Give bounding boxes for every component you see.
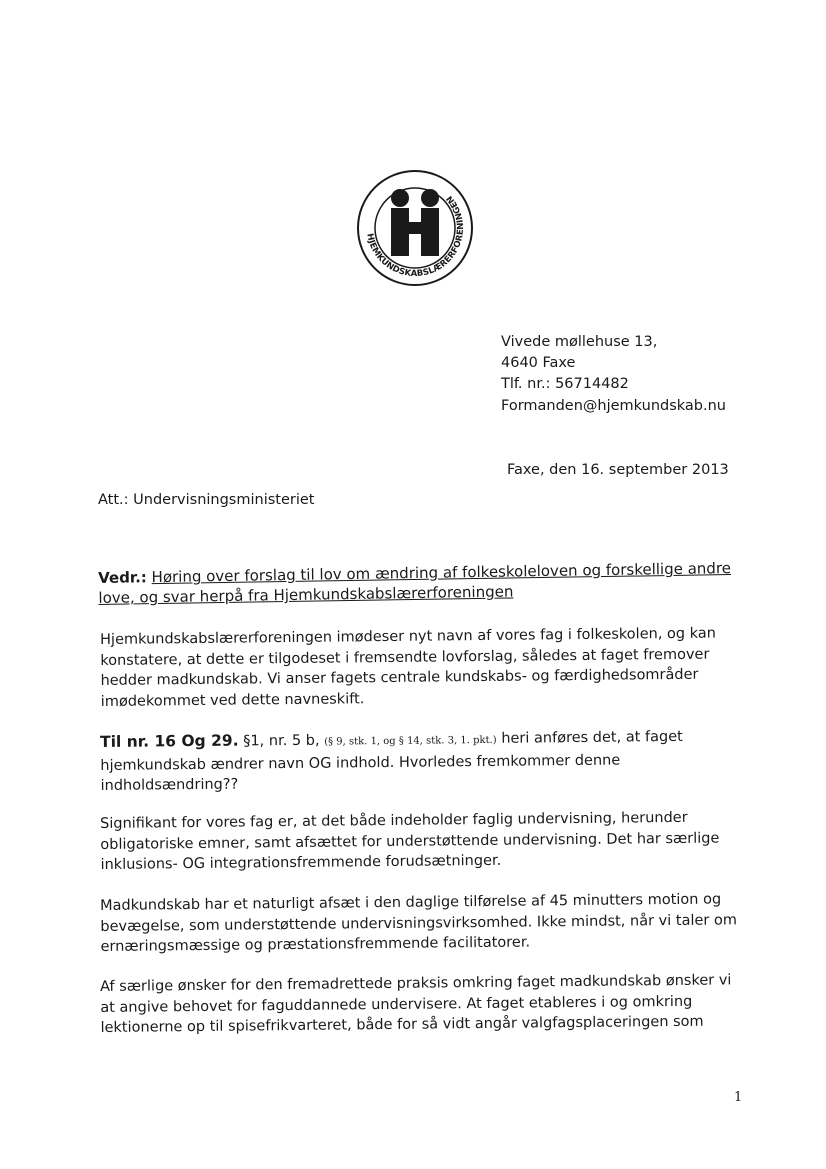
address-city: 4640 Faxe xyxy=(501,355,576,371)
paragraph-wishes: Af særlige ønsker for den fremadrettede praksis omkring faget madkundskab ønsker vi at angive behovet for faguddannede undervisere. At faget etableres i og omkring lektionerne op til spisefrikvarteret, både for så vidt angår valgfagsplaceringen som xyxy=(100,972,732,1036)
svg-text:HJEMKUNDSKABSLÆRERFORENINGEN xyxy=(364,193,466,279)
subject-label: Vedr.: xyxy=(98,568,147,587)
address-street: Vivede møllehuse 13, xyxy=(501,334,658,350)
logo-ring-text: HJEMKUNDSKABSLÆRERFORENINGEN xyxy=(364,193,467,280)
paragraph-significant: Signifikant for vores fag er, at det både indeholder faglig undervisning, herunder obligatoriske emner, samt afsættet for understøttende undervisning. Det har særlige inklusions- OG integrationsfremmende forudsætninger. xyxy=(100,809,720,873)
letter-date: Faxe, den 16. september 2013 xyxy=(507,462,729,478)
til-nr-rest: heri anføres det, at faget hjemkundskab ændrer navn OG indhold. Hvorledes fremkommer denne indholdsændring?? xyxy=(100,728,683,794)
attention-line: Att.: Undervisningsministeriet xyxy=(98,492,315,508)
paragraph-til-nr xyxy=(100,725,741,796)
address-phone: Tlf. nr.: 56714482 xyxy=(501,376,629,392)
til-nr-ref: §1, nr. 5 b, xyxy=(243,732,320,750)
subject-title: Høring over forslag til lov om ændring af folkeskoleloven og forskellige andre love, og svar herpå fra Hjemkundskabslærerforeningen xyxy=(98,559,732,607)
til-nr-bold: Til nr. 16 Og 29. xyxy=(100,731,239,751)
association-logo xyxy=(355,168,475,288)
page-number: 1 xyxy=(734,1090,743,1105)
address-email: Formanden@hjemkundskab.nu xyxy=(501,398,726,414)
subject-line xyxy=(98,558,739,608)
two-figures-logo-icon xyxy=(391,189,439,256)
paragraph-madkundskab: Madkundskab har et naturligt afsæt i den daglige tilførelse af 45 minutters motion og bevægelse, som understøttende undervisningsvirksomhed. Ikke mindst, når vi taler om ernæringsmæssige og præstationsfremmende facilitatorer. xyxy=(100,891,738,955)
paragraph-intro: Hjemkundskabslærerforeningen imødeser nyt navn af vores fag i folkeskolen, og kan konstatere, at dette er tilgodeset i fremsendte lovforslag, således at faget fremover hedder madkundskab. Vi anser fagets centrale kundskabs- og færdighedsområder imødekommet ved dette navneskift. xyxy=(100,625,716,710)
til-nr-small: (§ 9, stk. 1, og § 14, stk. 3, 1. pkt.) xyxy=(324,734,497,748)
